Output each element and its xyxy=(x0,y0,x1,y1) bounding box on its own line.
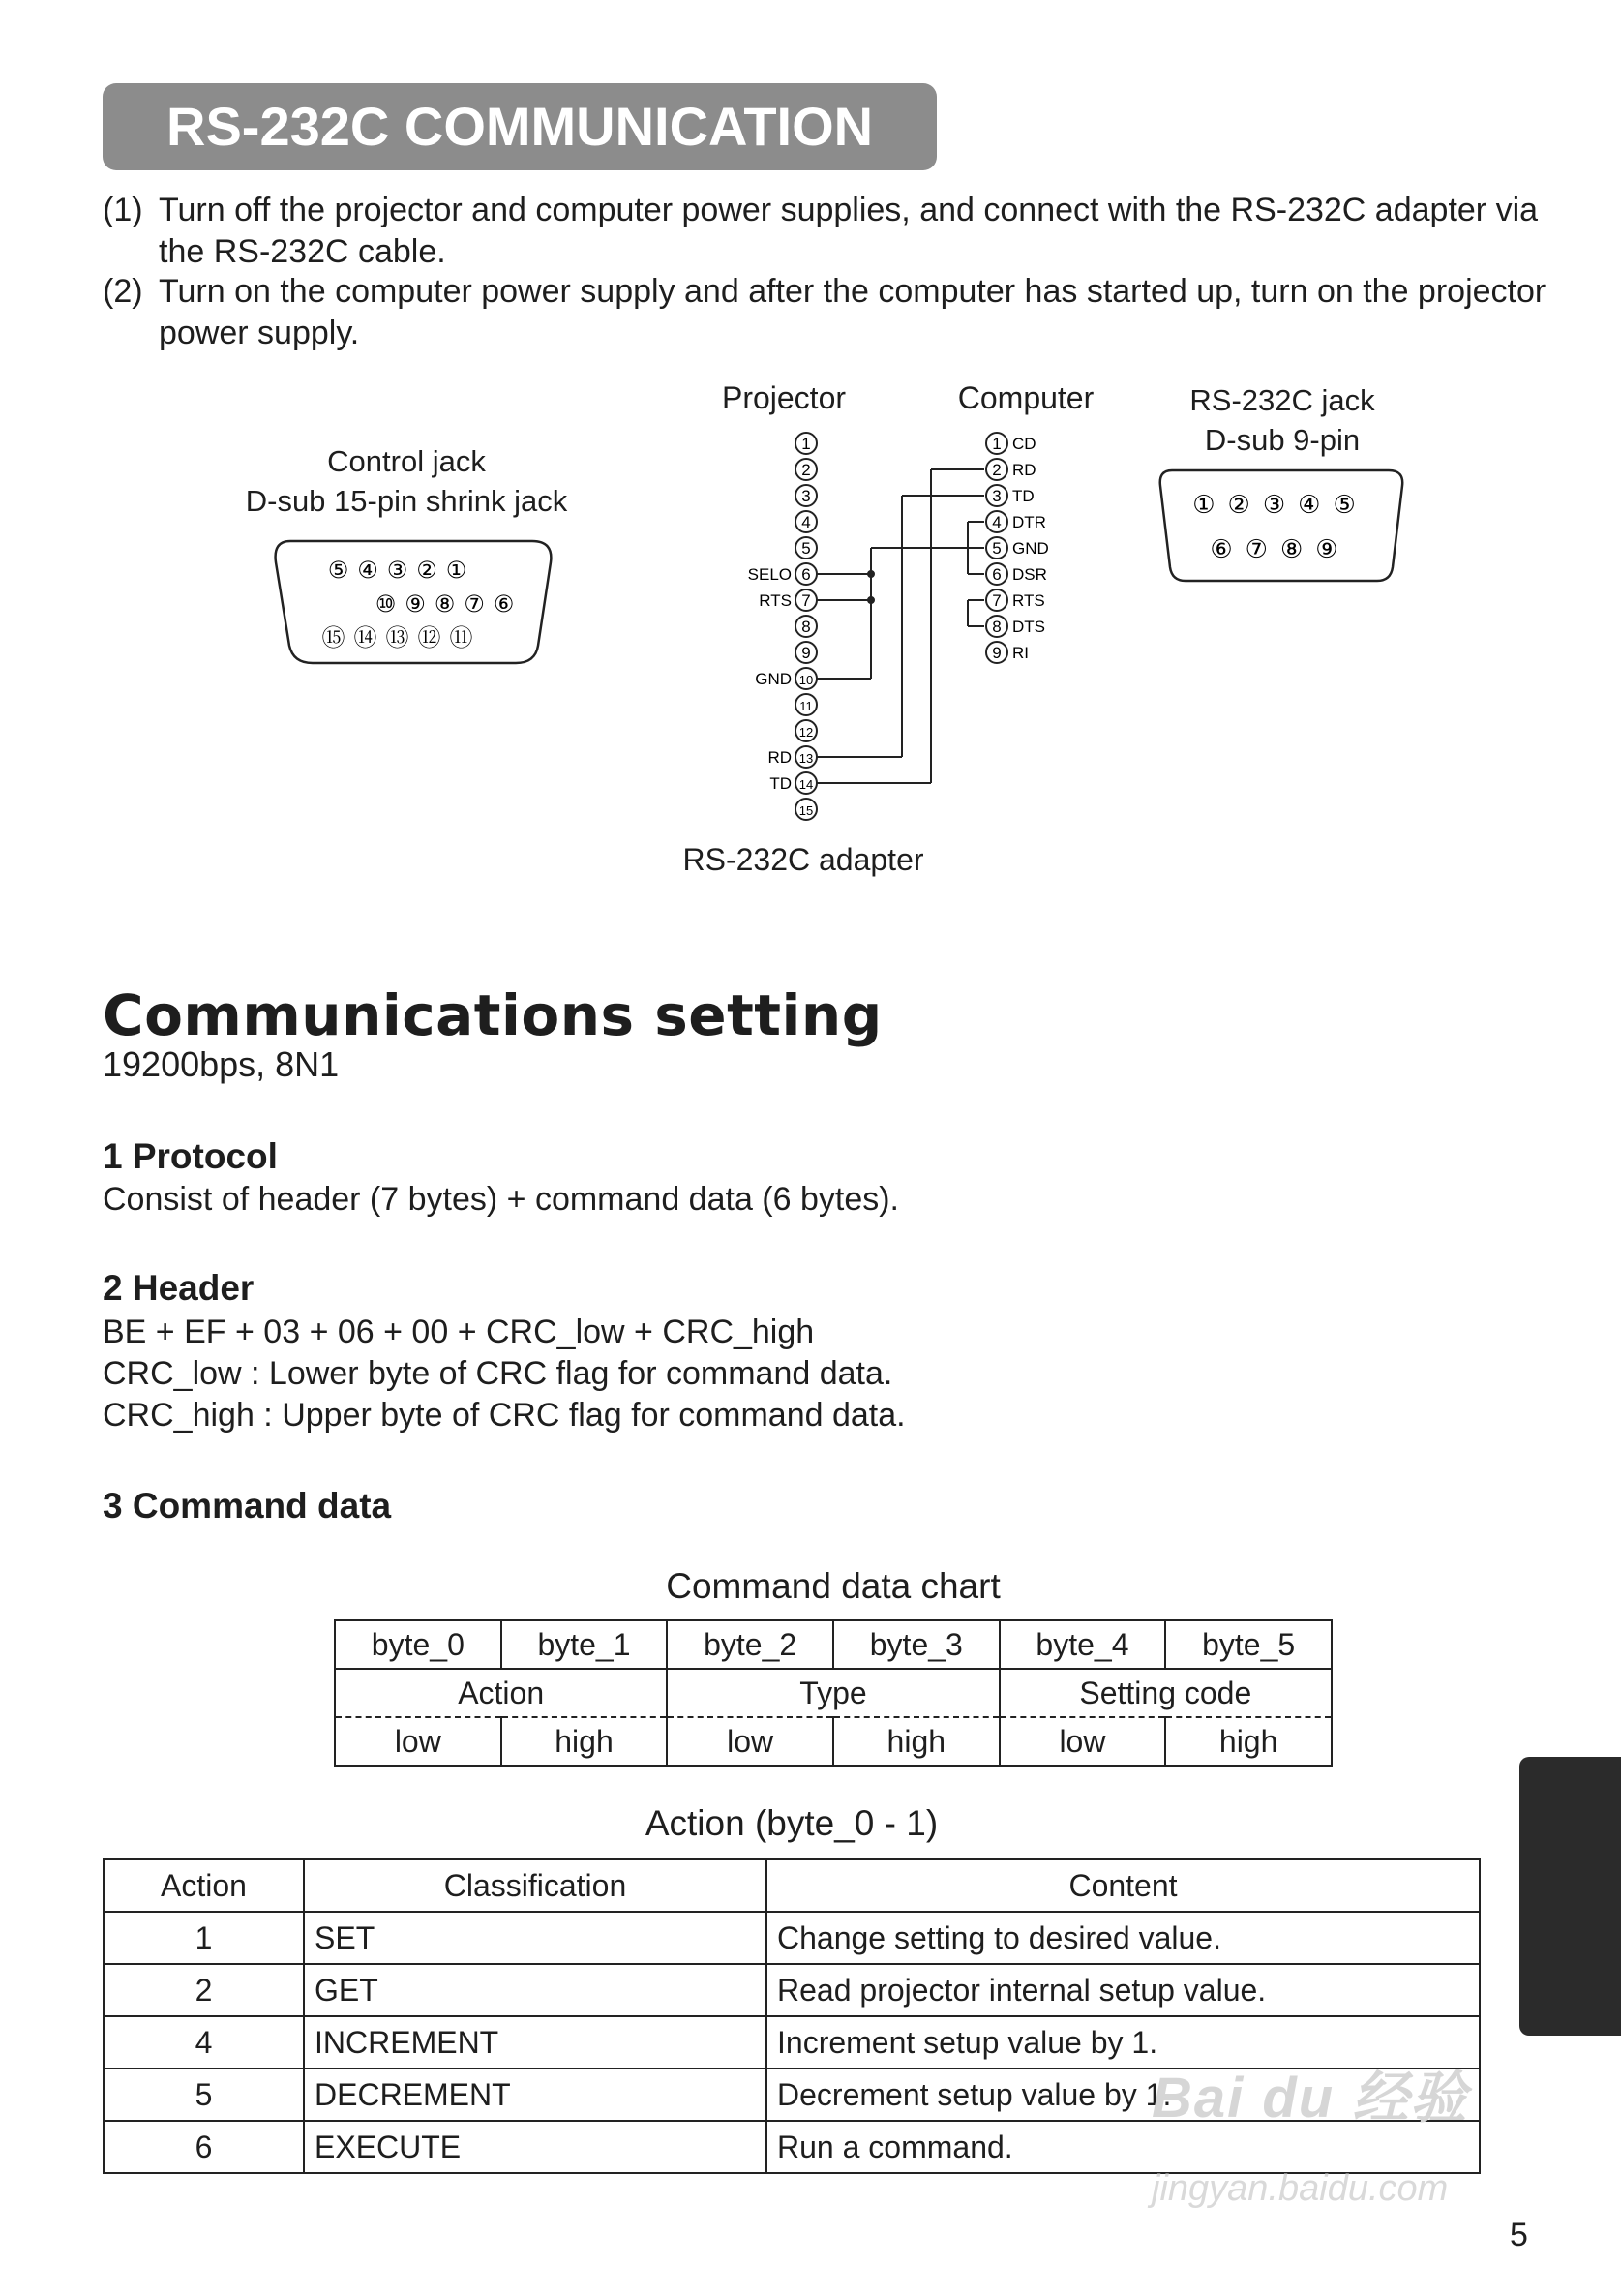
byte-cell: byte_1 xyxy=(501,1620,668,1669)
projector-pin-number: 5 xyxy=(801,539,811,558)
table-row xyxy=(104,1912,1480,1964)
control-jack-label xyxy=(213,441,600,521)
classification-cell: GET xyxy=(304,1964,766,2016)
cj-row2: ⑩⑨⑧⑦⑥ xyxy=(375,591,524,618)
group-cell: Type xyxy=(667,1669,999,1717)
computer-pin-number: 5 xyxy=(992,539,1002,558)
protocol-heading: 1 Protocol xyxy=(103,1136,278,1176)
projector-pin-number: 7 xyxy=(801,591,811,610)
projector-pin-number: 8 xyxy=(801,618,811,636)
byte-cell: byte_3 xyxy=(833,1620,1000,1669)
lowhigh-cell: high xyxy=(833,1717,1000,1766)
projector-pin-number: 14 xyxy=(798,777,814,792)
col-header-classification: Classification xyxy=(304,1859,766,1912)
comm-setting: 19200bps, 8N1 xyxy=(103,1044,340,1084)
lowhigh-row xyxy=(335,1717,1332,1766)
projector-pin-number: 11 xyxy=(799,699,813,713)
computer-pin-label: CD xyxy=(1012,435,1036,453)
group-cell: Action xyxy=(335,1669,667,1717)
projector-pin-number: 6 xyxy=(801,565,811,584)
col-header-action: Action xyxy=(104,1859,304,1912)
classification-cell: DECREMENT xyxy=(304,2069,766,2121)
computer-pin-label: DTS xyxy=(1012,618,1045,636)
projector-pin-number: 13 xyxy=(798,751,814,766)
table-row xyxy=(104,1964,1480,2016)
projector-pin-number: 10 xyxy=(798,673,814,687)
step-2 xyxy=(103,271,1554,354)
command-heading: 3 Command data xyxy=(103,1486,392,1526)
rs232-jack-connector xyxy=(1156,467,1408,588)
step-number: (1) xyxy=(103,192,143,228)
computer-pin-label: GND xyxy=(1012,539,1049,558)
content-cell: Change setting to desired value. xyxy=(766,1912,1480,1964)
bytes-row xyxy=(335,1620,1332,1669)
computer-label: Computer xyxy=(957,380,1095,415)
action-cell: 5 xyxy=(104,2069,304,2121)
computer-pin-number: 6 xyxy=(992,565,1002,584)
wiring-diagram xyxy=(677,416,1123,832)
classification-cell: SET xyxy=(304,1912,766,1964)
projector-pin-number: 2 xyxy=(801,461,811,479)
projector-pin-number: 4 xyxy=(801,513,811,531)
action-header-row xyxy=(104,1859,1480,1912)
projector-pin-label: TD xyxy=(769,774,792,793)
col-header-content: Content xyxy=(766,1859,1480,1912)
lowhigh-cell: high xyxy=(501,1717,668,1766)
projector-label: Projector xyxy=(721,380,847,415)
content-cell: Increment setup value by 1. xyxy=(766,2016,1480,2069)
lowhigh-cell: high xyxy=(1165,1717,1332,1766)
computer-pin-number: 4 xyxy=(992,513,1002,531)
header-line-1: BE + EF + 03 + 06 + 00 + CRC_low + CRC_high xyxy=(103,1314,815,1350)
adapter-caption: RS-232C adapter xyxy=(682,842,924,877)
step-text: Turn on the computer power supply and after the computer has started up, turn on the projector power supply. xyxy=(159,273,1546,351)
byte-cell: byte_2 xyxy=(667,1620,833,1669)
rj-row2: ⑥⑦⑧⑨ xyxy=(1210,534,1351,563)
action-cell: 6 xyxy=(104,2121,304,2173)
computer-pin-label: DSR xyxy=(1012,565,1047,584)
command-chart-title: Command data chart xyxy=(666,1566,1001,1606)
lowhigh-cell: low xyxy=(335,1717,501,1766)
content-cell: Decrement setup value by 1. xyxy=(766,2069,1480,2121)
rs232-jack-label xyxy=(1132,380,1432,460)
control-jack-subtitle: D-sub 15-pin shrink jack xyxy=(245,484,568,518)
content-cell: Run a command. xyxy=(766,2121,1480,2173)
projector-pin-number: 3 xyxy=(801,487,811,505)
action-table-title: Action (byte_0 - 1) xyxy=(645,1803,939,1843)
computer-pin-label: RI xyxy=(1012,644,1029,662)
action-cell: 2 xyxy=(104,1964,304,2016)
byte-cell: byte_5 xyxy=(1165,1620,1332,1669)
baidu-watermark: Bai du 经验 xyxy=(1152,2067,1469,2130)
header-line-3: CRC_high : Upper byte of CRC flag for command data. xyxy=(103,1397,906,1434)
baidu-watermark-url: jingyan.baidu.com xyxy=(1152,2168,1449,2209)
rs232-jack-title: RS-232C jack xyxy=(1189,383,1375,417)
computer-pin-number: 9 xyxy=(992,644,1002,662)
cj-row1: ⑤④③②① xyxy=(327,558,476,584)
byte-cell: byte_0 xyxy=(335,1620,501,1669)
group-cell: Setting code xyxy=(1000,1669,1332,1717)
projector-pin-label: SELO xyxy=(747,565,792,584)
rs232-jack-subtitle: D-sub 9-pin xyxy=(1204,423,1361,457)
computer-pin-label: RD xyxy=(1012,461,1036,479)
computer-pin-number: 3 xyxy=(992,487,1002,505)
classification-cell: INCREMENT xyxy=(304,2016,766,2069)
projector-pin-number: 15 xyxy=(798,803,814,818)
control-jack-title: Control jack xyxy=(327,444,486,478)
section-banner: RS-232C COMMUNICATION xyxy=(103,83,937,170)
rj-row1: ①②③④⑤ xyxy=(1192,490,1368,519)
lowhigh-cell: low xyxy=(667,1717,833,1766)
action-cell: 1 xyxy=(104,1912,304,1964)
page-number: 5 xyxy=(1510,2217,1528,2253)
computer-pin-label: RTS xyxy=(1012,591,1045,610)
projector-pin-number: 12 xyxy=(798,725,814,740)
content-cell: Read projector internal setup value. xyxy=(766,1964,1480,2016)
classification-cell: EXECUTE xyxy=(304,2121,766,2173)
computer-pin-number: 8 xyxy=(992,618,1002,636)
header-line-2: CRC_low : Lower byte of CRC flag for command data. xyxy=(103,1355,893,1392)
protocol-text: Consist of header (7 bytes) + command data (6 bytes). xyxy=(103,1181,900,1218)
control-jack-connector xyxy=(271,537,561,668)
computer-pin-label: DTR xyxy=(1012,513,1046,531)
header-heading: 2 Header xyxy=(103,1268,255,1308)
step-1 xyxy=(103,190,1554,273)
projector-pin-number: 9 xyxy=(801,644,811,662)
computer-pin-number: 2 xyxy=(992,461,1002,479)
chapter-side-tab xyxy=(1519,1757,1621,2036)
wiring-lines xyxy=(816,469,984,783)
step-number: (2) xyxy=(103,273,143,310)
computer-pin-number: 1 xyxy=(992,435,1002,453)
computer-pin-label: TD xyxy=(1012,487,1035,505)
byte-cell: byte_4 xyxy=(1000,1620,1166,1669)
cj-row3: ⑮⑭⑬⑫⑪ xyxy=(321,625,482,651)
projector-pin-label: RD xyxy=(767,748,792,767)
computer-pin-number: 7 xyxy=(992,591,1002,610)
step-text: Turn off the projector and computer power supplies, and connect with the RS-232C adapter via the RS-232C cable. xyxy=(159,192,1539,270)
projector-pin-number: 1 xyxy=(801,435,811,453)
command-data-chart xyxy=(334,1619,1333,1767)
action-cell: 4 xyxy=(104,2016,304,2069)
projector-pin-label: RTS xyxy=(759,591,792,610)
comm-heading: Communications setting xyxy=(103,982,883,1048)
groups-row xyxy=(335,1669,1332,1717)
projector-pin-label: GND xyxy=(755,670,792,688)
lowhigh-cell: low xyxy=(1000,1717,1166,1766)
